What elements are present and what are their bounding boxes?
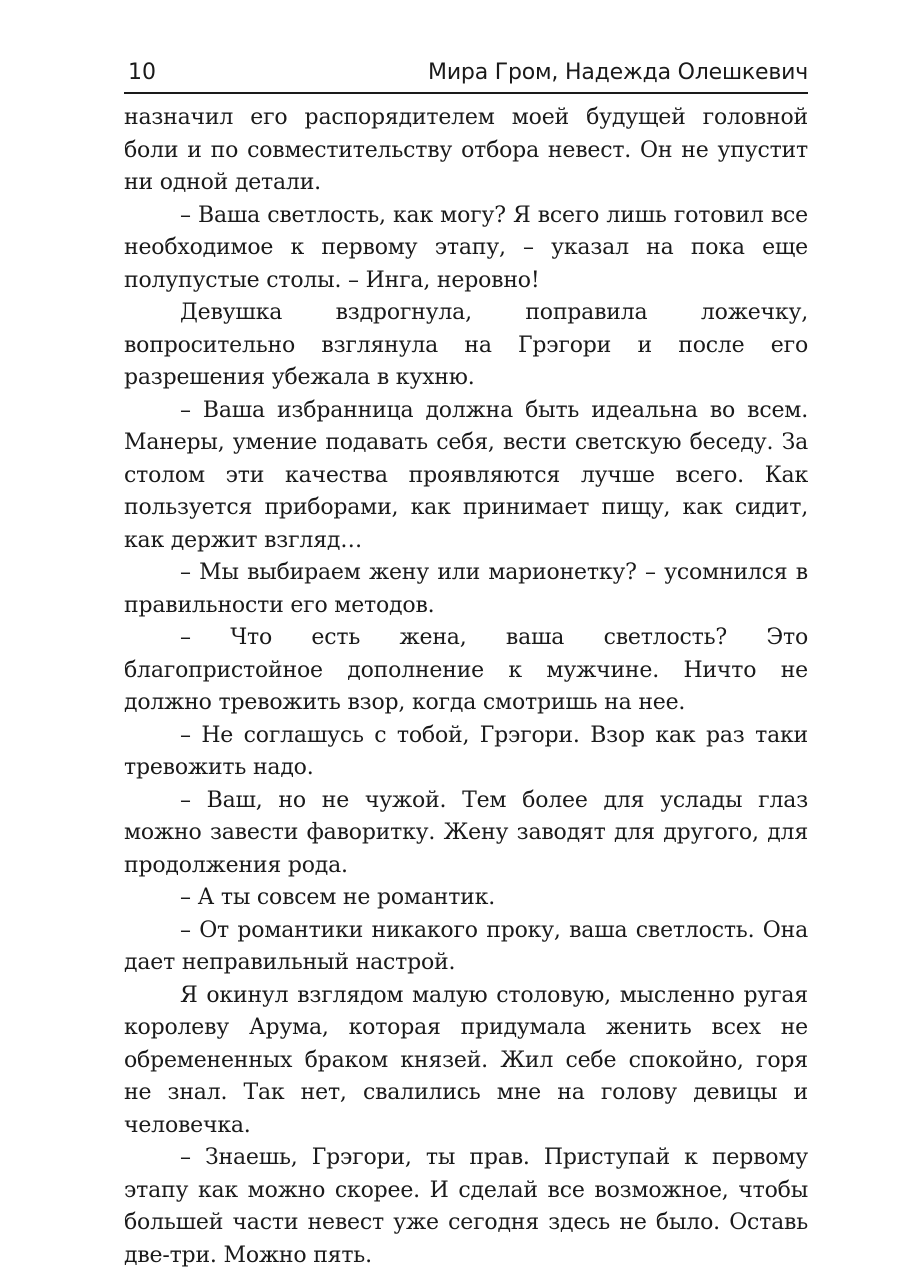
paragraph: назначил его распорядителем моей будущей головной боли и по совместительству отбора невест. Он не упустит ни одной детали. [124,105,808,195]
paragraph: Девушка вздрогнула, поправила ложечку, вопросительно взглянула на Грэгори и после его разрешения убежала в кухню. [124,300,808,390]
paragraph: – Что есть жена, ваша светлость? Это благопристойное дополнение к мужчине. Ничто не должно тревожить взор, когда смотришь на нее. [124,625,808,715]
paragraph: – Ваша избранница должна быть идеальна во всем. Манеры, умение подавать себя, вести светскую беседу. За столом эти качества проявляются лучше всего. Как пользуется приборами, как принимает пищу, как сидит, как держит взгляд… [124,397,808,553]
paragraph: – А ты совсем не романтик. [180,885,495,910]
running-header [124,58,808,94]
header-authors: Мира Гром, Надежда Олешкевич [428,60,808,85]
paragraph: – Знаешь, Грэгори, ты прав. Приступай к первому этапу как можно скорее. И сделай все возможное, чтобы большей части невест уже сегодня здесь не было. Оставь две-три. Можно пять. [124,1145,808,1268]
paragraph: Я окинул взглядом малую столовую, мысленно ругая королеву Арума, которая придумала женить всех не обремененных браком князей. Жил себе спокойно, горя не знал. Так нет, свалились мне на голову девицы и человечка. [124,982,808,1138]
page-number: 10 [128,60,156,85]
paragraph: – Ваш, но не чужой. Тем более для услады глаз можно завести фаворитку. Жену заводят для другого, для продолжения рода. [124,787,808,878]
paragraph: – Ваша светлость, как могу? Я всего лишь готовил все необходимое к первому этапу, – указал на пока еще полупустые столы. – Инга, неровно! [124,202,808,293]
paragraph: – От романтики никакого проку, ваша светлость. Она дает неправильный настрой. [124,917,808,975]
body-text [124,102,808,1272]
paragraph: – Мы выбираем жену или марионетку? – усомнился в правильности его методов. [124,560,808,618]
paragraph: – Не соглашусь с тобой, Грэгори. Взор как раз таки тревожить надо. [124,722,808,780]
